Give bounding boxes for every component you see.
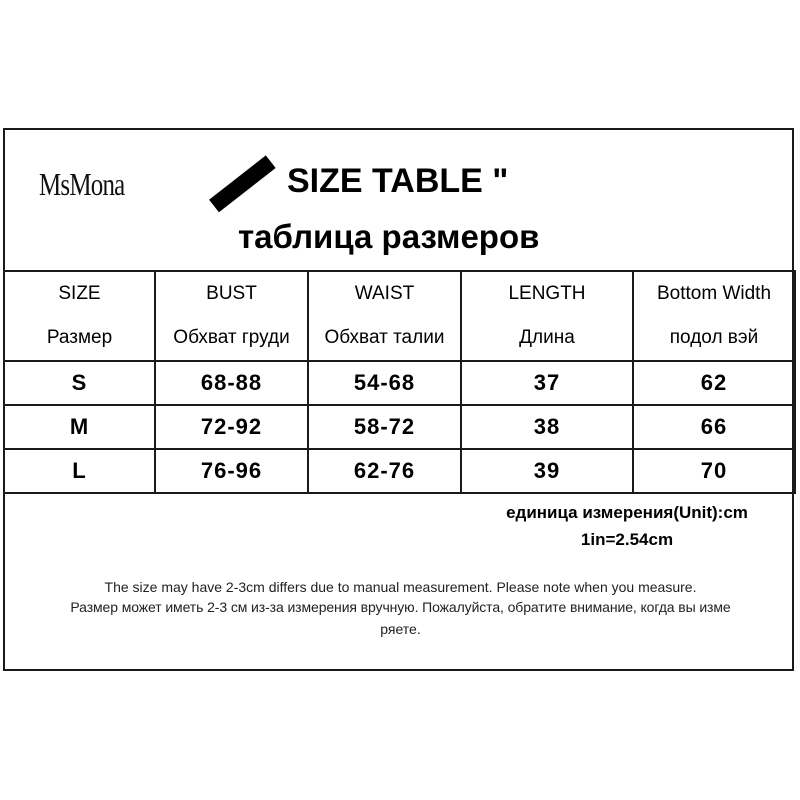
inch-conversion-note: 1in=2.54cm	[580, 530, 674, 549]
table-cell: 39	[461, 449, 633, 493]
table-cell: S	[4, 361, 155, 405]
table-row	[4, 405, 795, 449]
header-cell-length	[461, 271, 633, 361]
header-label-en: LENGTH	[508, 283, 586, 304]
size-chart-frame	[3, 128, 794, 671]
table-cell: L	[4, 449, 155, 493]
table-cell: 54-68	[308, 361, 461, 405]
header-cell-waist	[308, 271, 461, 361]
title-russian: таблица размеров	[238, 218, 540, 255]
measurement-note-russian: Размер может иметь 2-3 см из-за измерения вручную. Пожалуйста, обратите внимание, когда вы изме	[70, 599, 731, 615]
table-cell: 68-88	[155, 361, 308, 405]
header-label-ru: Обхват талии	[324, 327, 445, 348]
header-cell-size	[4, 271, 155, 361]
table-header-row	[4, 271, 795, 361]
table-cell: 70	[633, 449, 795, 493]
table-cell: 62	[633, 361, 795, 405]
table-cell: 58-72	[308, 405, 461, 449]
brand-logo: MsMona	[39, 166, 125, 202]
title-english: SIZE TABLE "	[287, 162, 509, 200]
table-row	[4, 449, 795, 493]
header-label-en: BUST	[206, 283, 257, 304]
header-label-ru: Длина	[519, 327, 575, 348]
table-cell: 76-96	[155, 449, 308, 493]
header-label-ru: Обхват груди	[173, 327, 290, 348]
header-cell-bust	[155, 271, 308, 361]
table-cell: M	[4, 405, 155, 449]
table-cell: 62-76	[308, 449, 461, 493]
measurement-note-english: The size may have 2-3cm differs due to manual measurement. Please note when you measure.	[104, 579, 697, 595]
size-chart-header	[5, 130, 792, 271]
header-label-en: Bottom Width	[656, 283, 772, 304]
header-label-en: SIZE	[58, 283, 101, 304]
table-cell: 72-92	[155, 405, 308, 449]
size-table	[3, 270, 796, 494]
table-cell: 38	[461, 405, 633, 449]
measurement-note-russian-continued: ряете.	[380, 621, 421, 637]
slash-decoration-icon	[209, 155, 276, 212]
table-cell: 37	[461, 361, 633, 405]
table-row	[4, 361, 795, 405]
unit-note: единица измерения(Unit):cm	[506, 503, 748, 522]
header-label-ru: подол вэй	[669, 327, 759, 348]
header-label-en: WAISТ	[354, 283, 415, 304]
header-cell-bottom-width	[633, 271, 795, 361]
header-label-ru: Размер	[46, 327, 113, 348]
table-cell: 66	[633, 405, 795, 449]
